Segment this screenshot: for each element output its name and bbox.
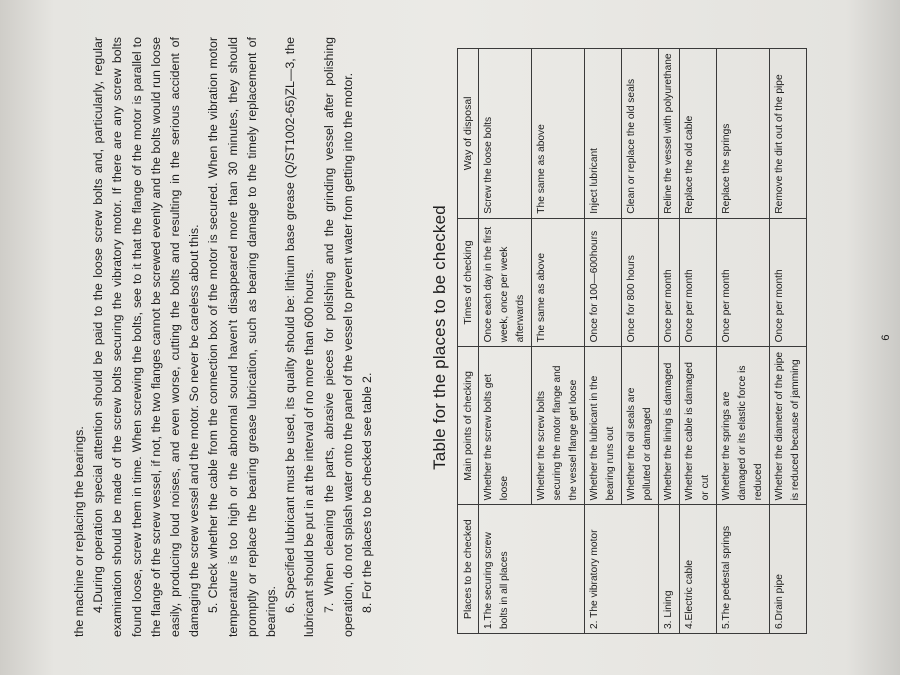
paragraph: 5. Check whether the cable from the connection box of the motor is secured. When the vibration motor temperature is too high or the abnormal sound haven't disappeared more than 30 minutes, they should promptly or replace the bearing grease lubrication, such as bearing damage to the timely replacement of bearings. — [206, 37, 279, 637]
cell-times: Once each day in the first week, once per week afterwards — [479, 218, 532, 347]
page-number: 6 — [880, 334, 892, 341]
table-row — [659, 49, 680, 634]
header-main-points: Main points of checking — [458, 347, 479, 505]
cell-times: Once for 100—600hours — [585, 218, 622, 347]
cell-point: Whether the springs are damaged or its elastic force is reduced — [717, 347, 770, 505]
cell-point: Whether the lining is damaged — [659, 347, 680, 505]
paragraph: 8. For the places to be checked see table 2. — [360, 372, 375, 613]
table-row — [585, 49, 622, 634]
cell-way: Inject lubricant — [585, 49, 622, 219]
cell-way: Screw the loose bolts — [479, 49, 532, 219]
cell-times: Once per month — [680, 218, 717, 347]
table-title: Table for the places to be checked — [430, 205, 449, 470]
cell-point: Whether the screw bolts get loose — [479, 347, 532, 505]
table-row — [717, 49, 770, 634]
cell-times: Once per month — [770, 218, 807, 347]
paragraph: 6. Specified lubricant must be used, its quality should be: lithium base grease (Q/ST1002-65)ZL—3, the lubricant should be put in at the interval of no more than 600 hours. — [283, 37, 317, 637]
paragraph: the machine or replacing the bearings. — [72, 426, 86, 637]
cell-point: Whether the cable is damaged or cut — [680, 347, 717, 505]
paragraph: 4.During operation special attention should be paid to the loose screw bolts and, particularly, regular examination should be made of the screw bolts securing the vibratory motor. If there are any screw bolts found loose, screw them in time. When screwing the bolts, see to it that the flange of the motor is parallel to the flange of the screw vessel, if not, the two flanges cannot be screwed evenly and the bolts would run loose easily, producing loud noises, and even worse, cutting the bolts and resulting in the serious accident of damaging the screw vessel and the motor. So never be careless about this. — [91, 37, 202, 637]
checking-table — [457, 48, 807, 634]
cell-times: Once per month — [717, 218, 770, 347]
header-times: Times of checking — [458, 218, 479, 347]
cell-times: Once per month — [659, 218, 680, 347]
cell-place: 4.Electric cable — [680, 505, 717, 634]
header-places: Places to be checked — [458, 505, 479, 634]
cell-way: Replace the springs — [717, 49, 770, 219]
header-disposal: Way of disposal — [458, 49, 479, 219]
body-text — [70, 37, 377, 637]
cell-times: The same as above — [532, 218, 585, 347]
cell-place: 5.The pedestal springs — [717, 505, 770, 634]
cell-place: 6.Drain pipe — [770, 505, 807, 634]
cell-way: The same as above — [532, 49, 585, 219]
table-row — [680, 49, 717, 634]
cell-place: 1.The securing screw bolts in all places — [479, 505, 585, 634]
cell-way: Replace the old cable — [680, 49, 717, 219]
cell-way: Remove the dirt out of the pipe — [770, 49, 807, 219]
cell-way: Reline the vessel with polyurethane — [659, 49, 680, 219]
table-row — [479, 49, 532, 634]
cell-point: Whether the diameter of the pipe is reduced because of jamming — [770, 347, 807, 505]
cell-place: 2. The vibratory motor — [585, 505, 659, 634]
cell-point: Whether the oil seals are polluted or damaged — [622, 347, 659, 505]
cell-point: Whether the screw bolts securing the motor flange and the vessel flange get loose — [532, 347, 585, 505]
cell-times: Once for 800 hours — [622, 218, 659, 347]
cell-point: Whether the lubricant in the bearing runs out — [585, 347, 622, 505]
cell-way: Clean or replace the old seals — [622, 49, 659, 219]
table-row — [770, 49, 807, 634]
paragraph: 7. When cleaning the parts, abrasive pieces for polishing and the grinding vessel after polishing operation, do not splash water onto the panel of the vessel to prevent water from getting into the motor. — [321, 37, 355, 637]
table-header-row — [458, 49, 479, 634]
cell-place: 3. Lining — [659, 505, 680, 634]
